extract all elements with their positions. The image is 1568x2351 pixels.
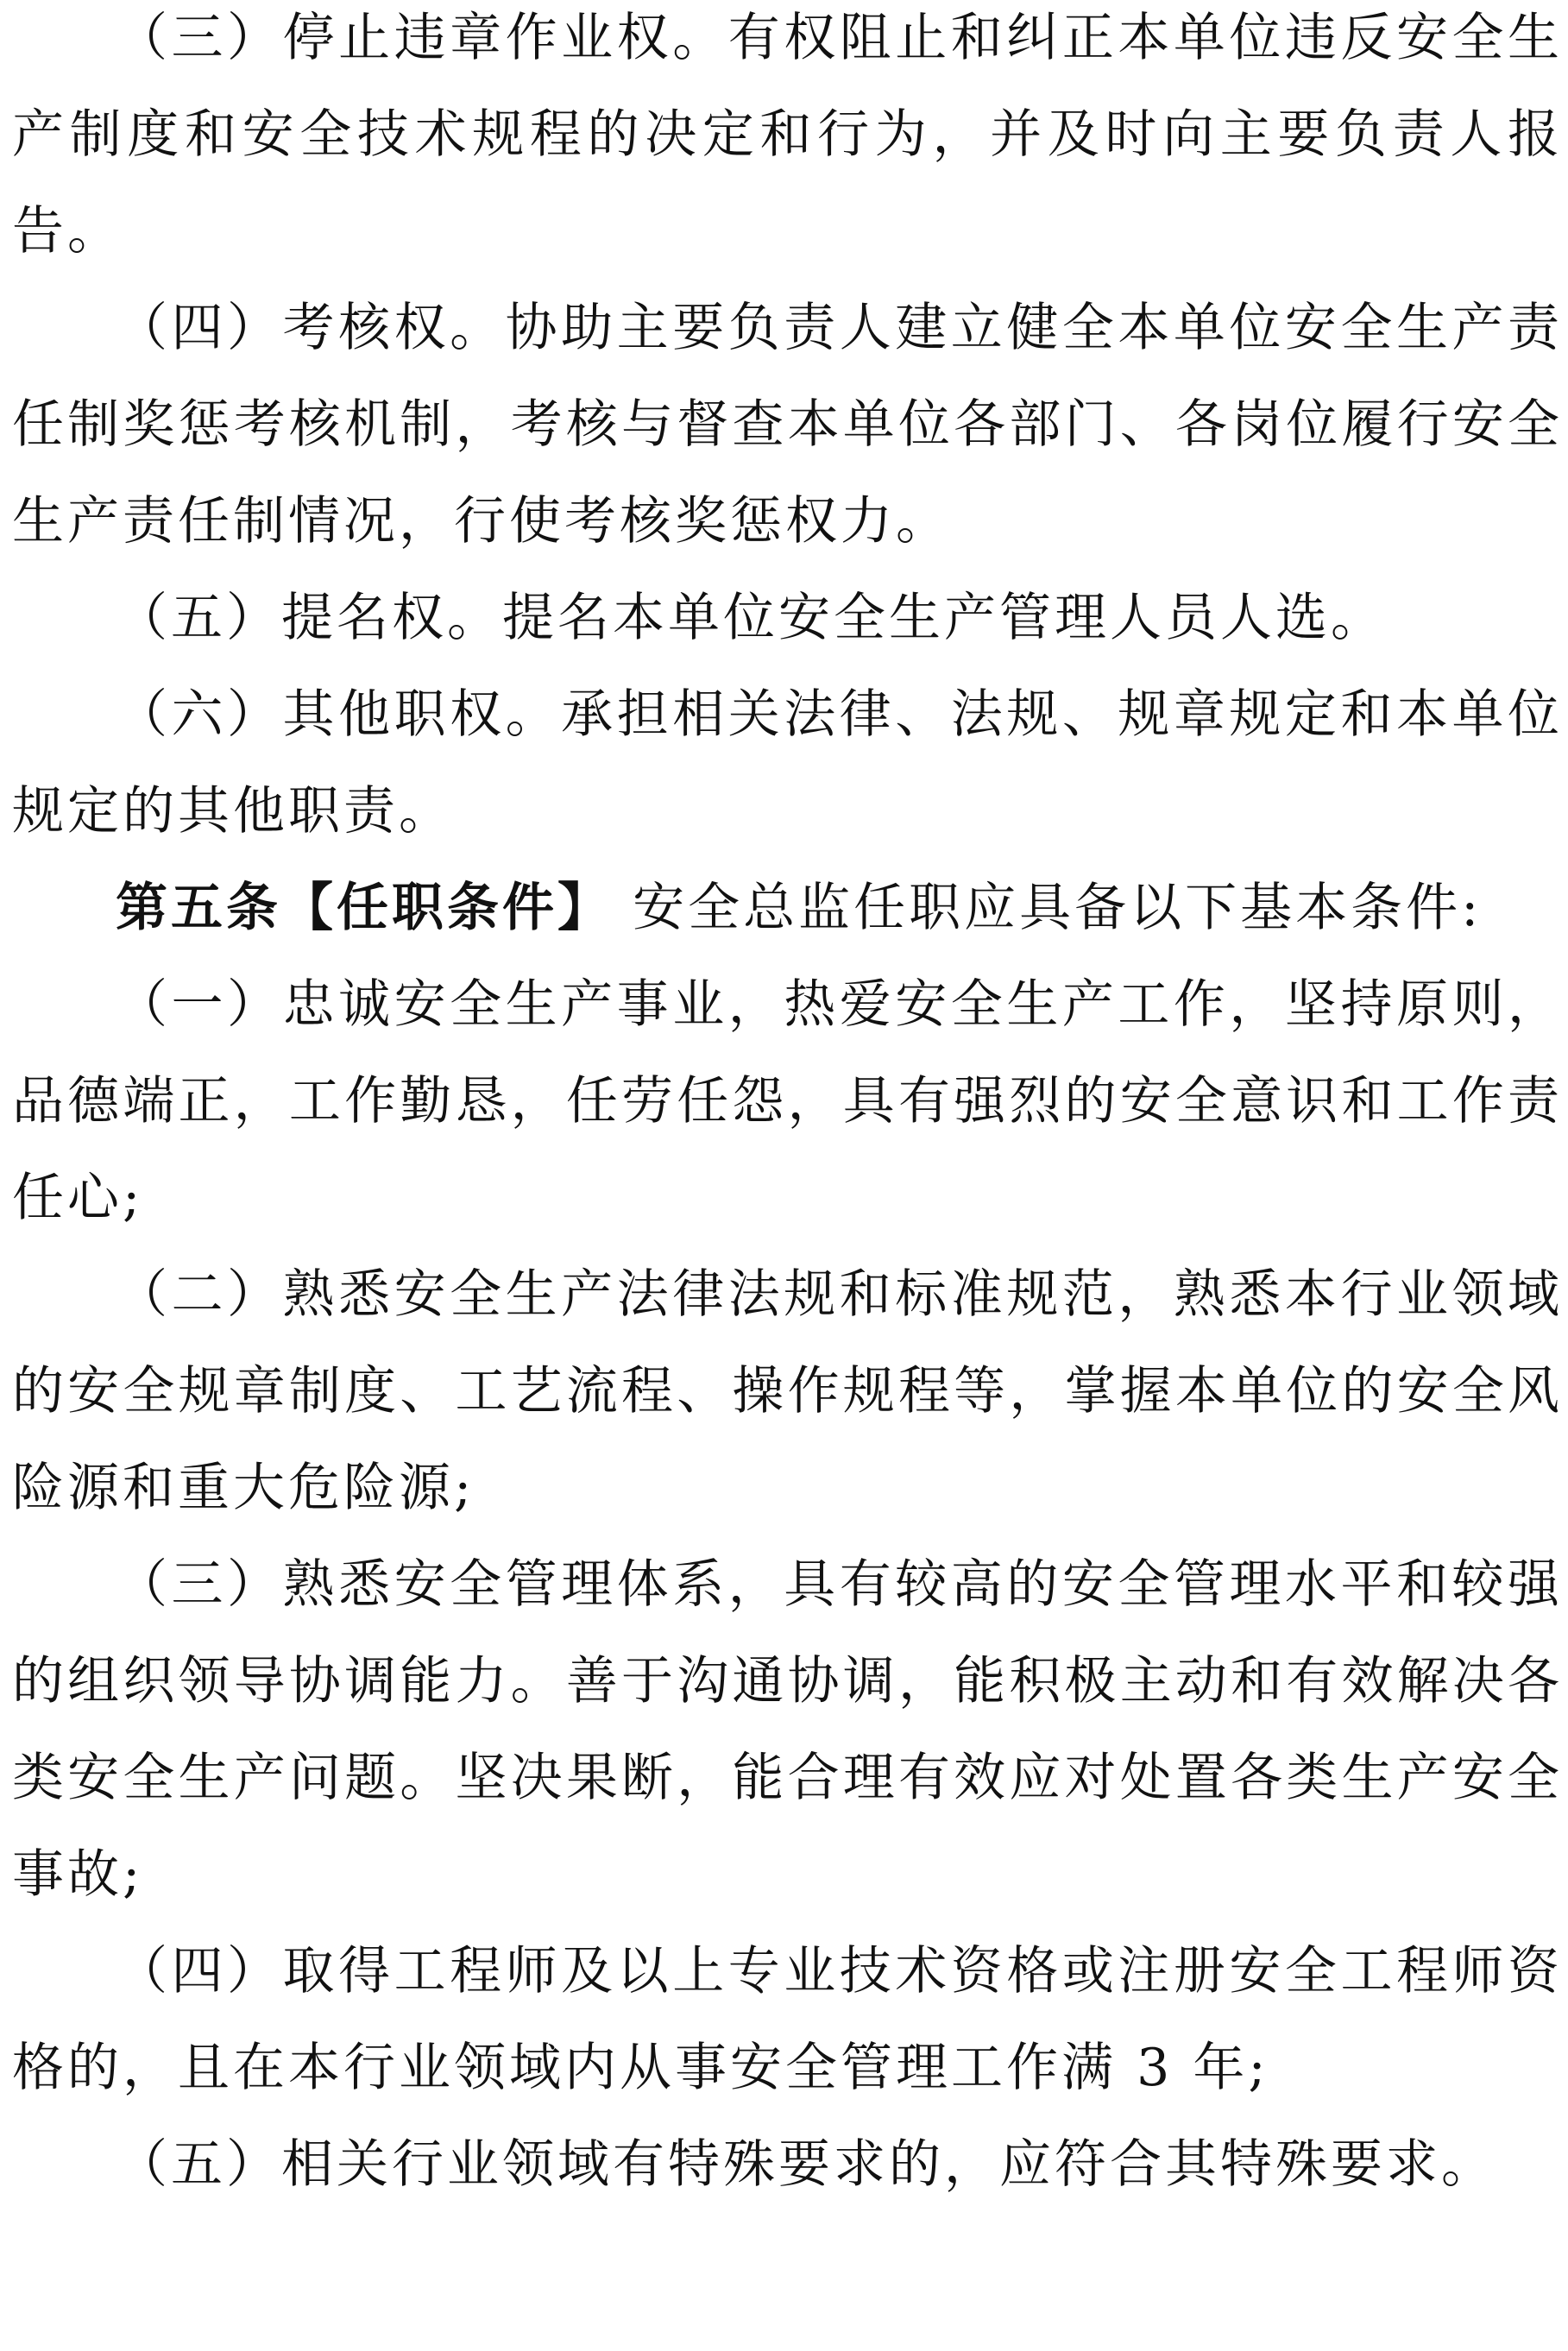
paragraph-right-5-nomination: （五）提名权。提名本单位安全生产管理人员人选。 xyxy=(116,588,1386,648)
condition-3-management: （三）熟悉安全管理体系，具有较高的安全管理水平和较强的组织领导协调能力。善于沟通协调，能积极主动和有效解决各类安全生产问题。坚决果断，能合理有效应对处置各类生产安全事故; xyxy=(12,1554,1563,1905)
condition-2-knowledge: （二）熟悉安全生产法律法规和标准规范，熟悉本行业领域的安全规章制度、工艺流程、操作规程等，掌握本单位的安全风险源和重大危险源; xyxy=(12,1264,1563,1518)
paragraph-right-4-assessment: （四）考核权。协助主要负责人建立健全本单位安全生产责任制奖惩考核机制，考核与督查本单位各部门、各岗位履行安全生产责任制情况，行使考核奖惩权力。 xyxy=(12,298,1563,552)
paragraph-right-6-other: （六）其他职权。承担相关法律、法规、规章规定和本单位规定的其他职责。 xyxy=(12,684,1563,841)
condition-5-special: （五）相关行业领域有特殊要求的，应符合其特殊要求。 xyxy=(116,2134,1496,2195)
article-5-intro xyxy=(12,860,1563,956)
condition-1-loyalty: （一）忠诚安全生产事业，热爱安全生产工作，坚持原则，品德端正，工作勤恳，任劳任怨，具有强烈的安全意识和工作责任心; xyxy=(12,974,1563,1228)
article-5-intro-text: 安全总监任职应具备以下基本条件: xyxy=(613,878,1483,938)
condition-4-qualification: （四）取得工程师及以上专业技术资格或注册安全工程师资格的，且在本行业领域内从事安全管理工作满 3 年; xyxy=(12,1941,1563,2098)
article-5-heading: 第五条【任职条件】 xyxy=(116,878,613,938)
paragraph-right-3-stop-violation: （三）停止违章作业权。有权阻止和纠正本单位违反安全生产制度和安全技术规程的决定和行为，并及时向主要负责人报告。 xyxy=(12,8,1563,262)
